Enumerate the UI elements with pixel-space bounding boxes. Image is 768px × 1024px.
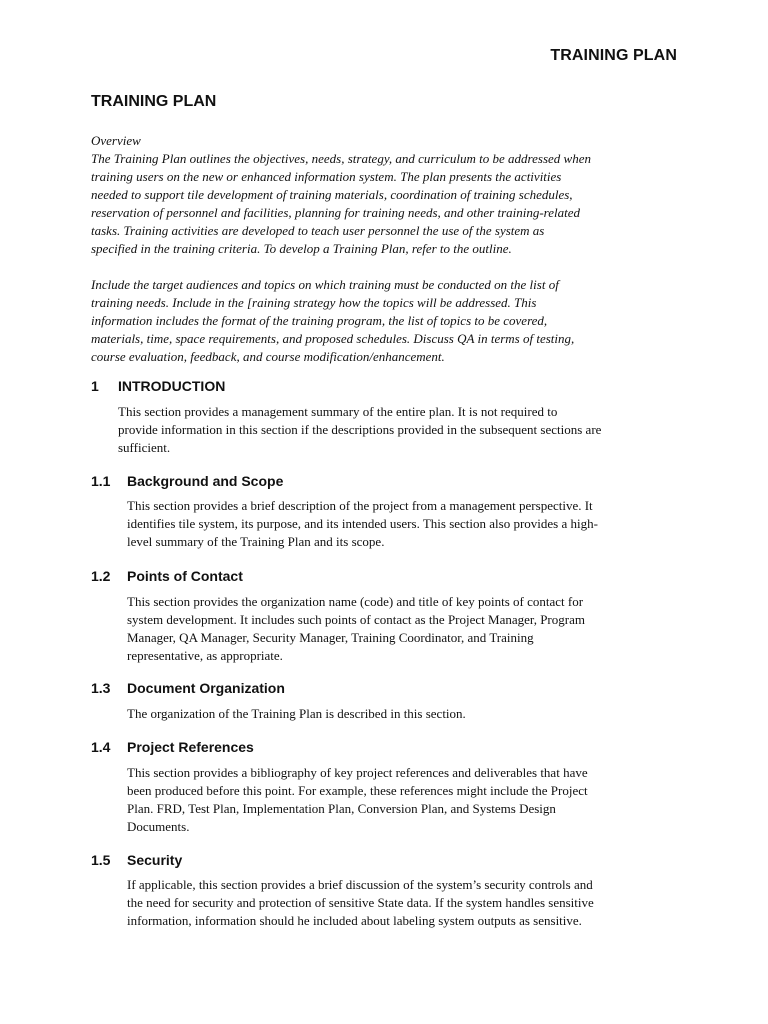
overview-line: The Training Plan outlines the objectives, needs, strategy, and curriculum to be addressed when [91,151,591,166]
body-line: the need for security and protection of sensitive State data. If the system handles sensitive [127,895,594,910]
overview-line: materials, time, space requirements, and proposed schedules. Discuss QA in terms of testing, [91,331,575,346]
section-number: 1.2 [91,568,111,584]
overview-line: training users on the new or enhanced information system. The plan presents the activities [91,169,562,184]
paragraph-gap [91,258,691,276]
overview-line: tasks. Training activities are developed to teach user personnel the use of the system as [91,223,545,238]
body-line: If applicable, this section provides a brief discussion of the system’s security controls and [127,877,593,892]
body-line: This section provides a bibliography of key project references and deliverables that have [127,765,588,780]
section-title: Project References [127,739,254,755]
section-body-points-of-contact [127,593,585,665]
body-line: level summary of the Training Plan and its scope. [127,534,385,549]
overview-label: Overview [91,133,141,148]
body-line: Plan. FRD, Test Plan, Implementation Plan, Conversion Plan, and Systems Design [127,801,556,816]
section-body-introduction [118,403,601,457]
section-title: Points of Contact [127,568,243,584]
body-line: The organization of the Training Plan is described in this section. [127,706,466,721]
overview-block [91,132,691,366]
body-line: This section provides a management summary of the entire plan. It is not required to [118,404,558,419]
body-line: representative, as appropriate. [127,648,283,663]
section-title: Document Organization [127,680,285,696]
overview-line: training needs. Include in the [raining strategy how the topics will be addressed. This [91,295,537,310]
section-body-document-organization [127,705,466,723]
body-line: This section provides a brief description of the project from a management perspective. It [127,498,593,513]
overview-line: information includes the format of the training program, the list of topics to be covered, [91,313,548,328]
body-line: Manager, QA Manager, Security Manager, Training Coordinator, and Training [127,630,534,645]
section-number: 1.4 [91,739,111,755]
section-body-project-references [127,764,588,836]
section-heading-introduction [91,378,225,394]
section-heading-security [91,852,182,868]
body-line: This section provides the organization name (code) and title of key points of contact for [127,594,584,609]
section-heading-project-references [91,739,254,755]
overview-line: needed to support tile development of training materials, coordination of training schedules, [91,187,573,202]
section-title: Security [127,852,183,868]
body-line: sufficient. [118,440,171,455]
section-heading-background-and-scope [91,473,283,489]
body-line: identifies tile system, its purpose, and its intended users. This section also provides a high- [127,516,598,531]
document-title: TRAINING PLAN [91,93,217,110]
section-number: 1.3 [91,680,111,696]
overview-line: reservation of personnel and facilities, planning for training needs, and other training-related [91,205,581,220]
overview-line: course evaluation, feedback, and course modification/enhancement. [91,349,445,364]
section-title: INTRODUCTION [118,378,226,394]
body-line: provide information in this section if the descriptions provided in the subsequent sections are [118,422,602,437]
section-body-background-and-scope [127,497,598,551]
body-line: system development. It includes such points of contact as the Project Manager, Program [127,612,585,627]
section-body-security [127,876,594,930]
section-title: Background and Scope [127,473,284,489]
section-number: 1.5 [91,852,111,868]
overview-line: specified in the training criteria. To develop a Training Plan, refer to the outline. [91,241,512,256]
section-heading-document-organization [91,680,285,696]
section-number: 1 [91,378,99,394]
body-line: Documents. [127,819,190,834]
section-heading-points-of-contact [91,568,243,584]
running-header: TRAINING PLAN [550,47,677,64]
body-line: been produced before this point. For example, these references might include the Project [127,783,588,798]
body-line: information, information should he included about labeling system outputs as sensitive. [127,913,582,928]
overview-line: Include the target audiences and topics on which training must be conducted on the list of [91,277,559,292]
section-number: 1.1 [91,473,111,489]
